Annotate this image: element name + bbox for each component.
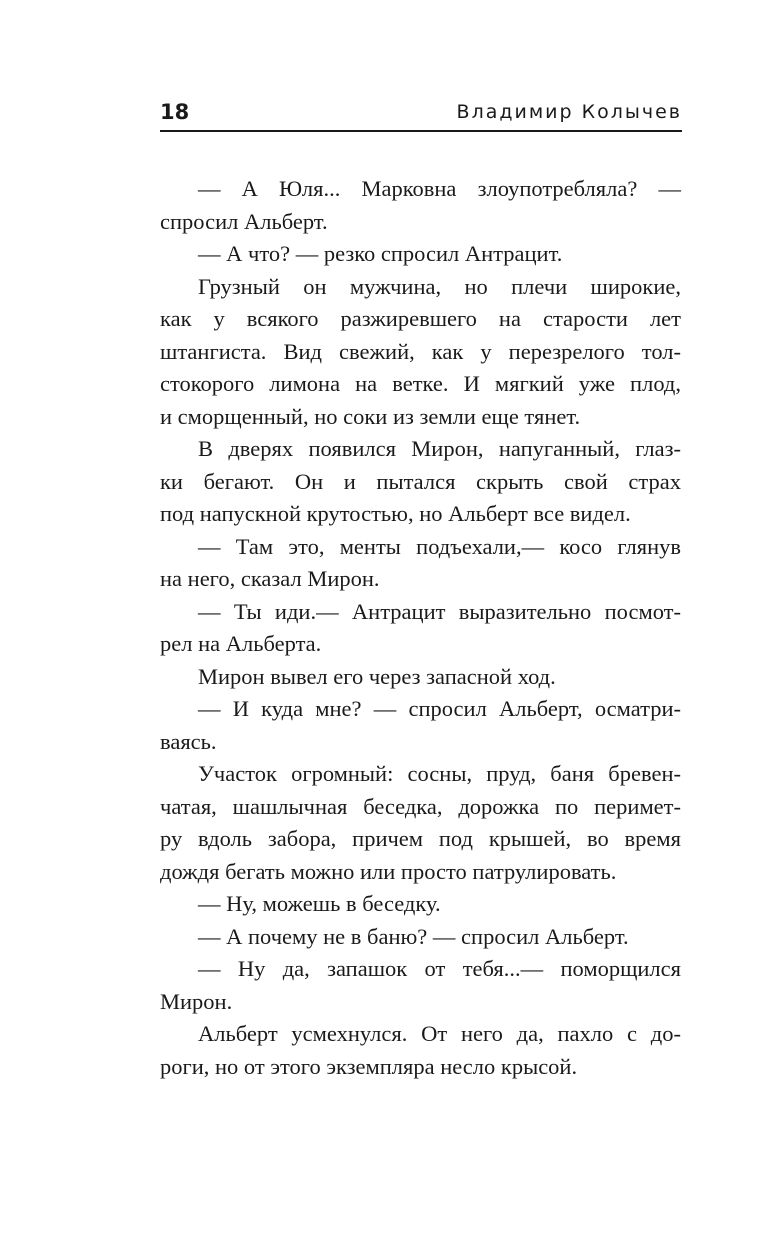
text-line: — Ну, можешь в беседку. [198, 891, 441, 916]
text-line: Мирон. [160, 988, 233, 1014]
text-line: дождя бегать можно или просто патрулировать. [160, 858, 617, 884]
text-line: — А почему не в баню? — спросил Альберт. [198, 923, 629, 949]
text-line: штангиста. Вид свежий, как у перезрелого тол- [160, 338, 681, 364]
text-line: Грузный он мужчина, но плечи широкие, [198, 273, 681, 299]
text-line: Альберт усмехнулся. От него да, пахло с до- [198, 1021, 681, 1046]
running-head [160, 98, 682, 132]
body-text [160, 173, 681, 1083]
text-line: на него, сказал Мирон. [160, 566, 380, 591]
text-line: — А Юля... Марковна злоупотребляла? — [198, 176, 681, 201]
text-line: ру вдоль забора, причем под крышей, во время [160, 826, 681, 851]
text-line: ваясь. [160, 728, 217, 754]
text-line: стокорого лимона на ветке. И мягкий уже плод, [160, 371, 681, 396]
text-line: — Там это, менты подъехали,— косо глянув [198, 533, 681, 559]
text-line: В дверях появился Мирон, напуганный, глаз- [198, 436, 681, 461]
text-line: Участок огромный: сосны, пруд, баня бревен- [198, 761, 681, 786]
text-line: как у всякого разжиревшего на старости лет [160, 306, 681, 331]
text-line: рел на Альберта. [160, 631, 322, 656]
text-line: чатая, шашлычная беседка, дорожка по перимет- [160, 793, 681, 819]
text-line: спросил Альберт. [160, 208, 328, 234]
text-line: Мирон вывел его через запасной ход. [198, 663, 556, 689]
author-name: Владимир Колычев [456, 101, 682, 123]
text-line: роги, но от этого экземпляра несло крысой. [160, 1053, 578, 1079]
text-line: ки бегают. Он и пытался скрыть свой страх [160, 468, 681, 494]
text-line: — Ты иди.— Антрацит выразительно посмот- [198, 598, 681, 624]
text-line: под напускной крутостью, но Альберт все видел. [160, 501, 631, 526]
page-number: 18 [160, 100, 190, 124]
text-line: — И куда мне? — спросил Альберт, осматри- [198, 696, 681, 721]
text-line: и сморщенный, но соки из земли еще тянет. [160, 403, 581, 429]
text-line: — Ну да, запашок от тебя...— поморщился [198, 956, 681, 981]
text-line: — А что? — резко спросил Антрацит. [198, 241, 563, 266]
